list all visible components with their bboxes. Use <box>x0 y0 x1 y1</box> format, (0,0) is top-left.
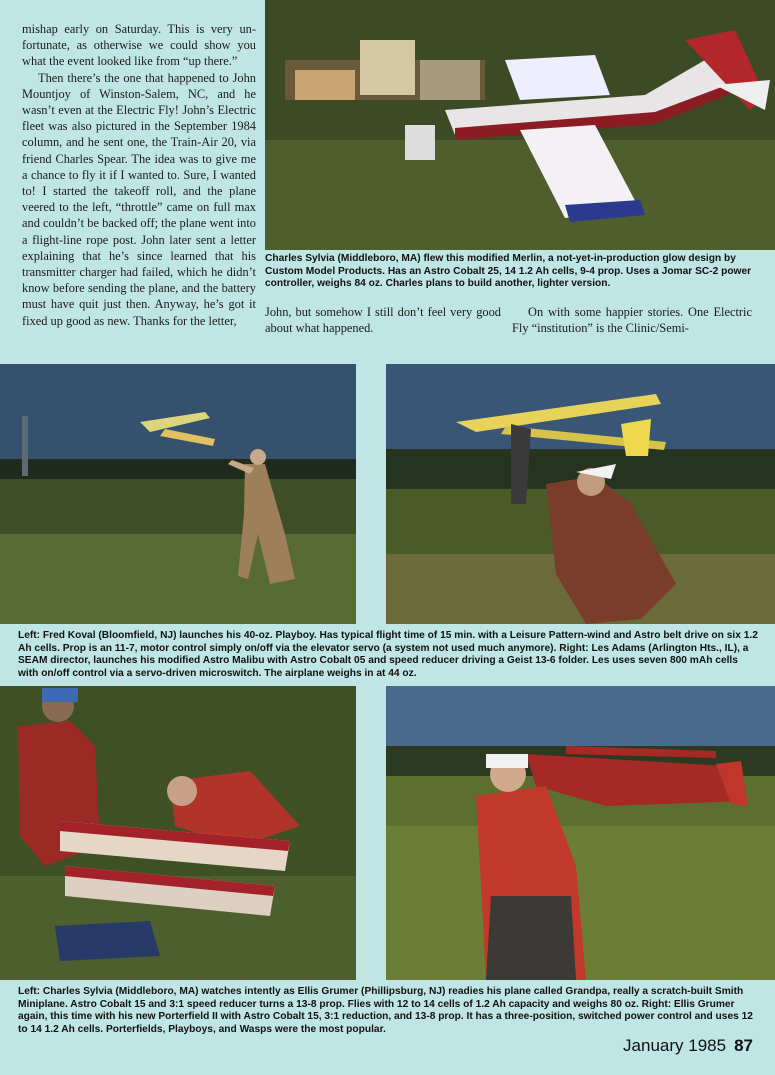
right-column-text: On with some happier stories. One Electric Fly “institution” is the Clinic/Semi- <box>512 305 752 336</box>
photo-merlin-model <box>265 0 775 250</box>
photo-grumer-grandpa <box>0 686 356 980</box>
photo-grumer-porterfield <box>386 686 775 980</box>
page-number: 87 <box>734 1036 753 1055</box>
left-column-text <box>22 21 256 339</box>
caption-bottom-photos: Left: Charles Sylvia (Middleboro, MA) watches intently as Ellis Grumer (Phillipsburg, NJ) readies his plane called Grandpa, really a scratch-built Smith Miniplane. Astro Cobalt 15 and 3:1 speed reducer turns a 13-8 prop. Flies with 12 to 14 cells of 1.2 Ah capacity and weighs 80 oz. Right: Ellis Grumer again, this time with his new Porterfield II with Astro Cobalt 15, 3:1 reduction, and 13-8 prop. It has a three-position, switched power control and uses 12 to 14 1.2 Ah cells. Porterfields, Playboys, and Wasps were the most popular. <box>18 986 753 1035</box>
photo-adams-launch <box>386 364 775 624</box>
middle-column-text: John, but somehow I still don’t feel very good about what happened. <box>265 305 501 336</box>
page-footer <box>623 1036 753 1056</box>
photo-koval-launch <box>0 364 356 624</box>
caption-middle-photos: Left: Fred Koval (Bloomfield, NJ) launches his 40-oz. Playboy. Has typical flight time of 15 min. with a Leisure Pattern-wind and Astro belt drive on six 1.2 Ah cells. Prop is an 11-7, motor control simply on/off via the elevator servo (a system not used much anymore). Right: Les Adams (Arlington Hts., IL), a SEAM director, launches his modified Astro Malibu with Astro Cobalt 05 and speed reducer driving a Geist 13-6 folder. Les uses seven 800 mAh cells with on/off control via a servo-driven microswitch. The airplane weighs in at 44 oz. <box>18 630 758 679</box>
paragraph-2: Then there’s the one that happened to John Mountjoy of Winston-Salem, NC, and he wasn’t even at the Electric Fly! John’s Electric fleet was also pictured in the September 1984 column, and he sent one, the Train-Air 20, via friend Charles Spear. The idea was to give me a chance to fly it if I wanted to. Sure, I wanted to! I started the takeoff roll, and the plane veered to the left, “throttle” came on full max and couldn’t be backed off; the plane went into a flight-line rope post. John later sent a letter explaining that he’s since learned that his transmitter charger had failed, which he didn’t know before sending the plane, and the battery must have quit just then. Anyway, he’s got it fixed up good as new. Thanks for the letter, <box>22 70 256 328</box>
caption-top-photo: Charles Sylvia (Middleboro, MA) flew this modified Merlin, a not-yet-in-production glow design by Custom Model Products. Has an Astro Cobalt 25, 14 1.2 Ah cells, 9-4 prop. Uses a Jomar SC-2 power controller, weighs 84 oz. Charles plans to build another, lighter version. <box>265 253 752 290</box>
issue-date: January 1985 <box>623 1036 727 1055</box>
paragraph-1: mishap early on Saturday. This is very unfortunate, as otherwise we could show you what the event looked like from “up there.” <box>22 22 256 69</box>
